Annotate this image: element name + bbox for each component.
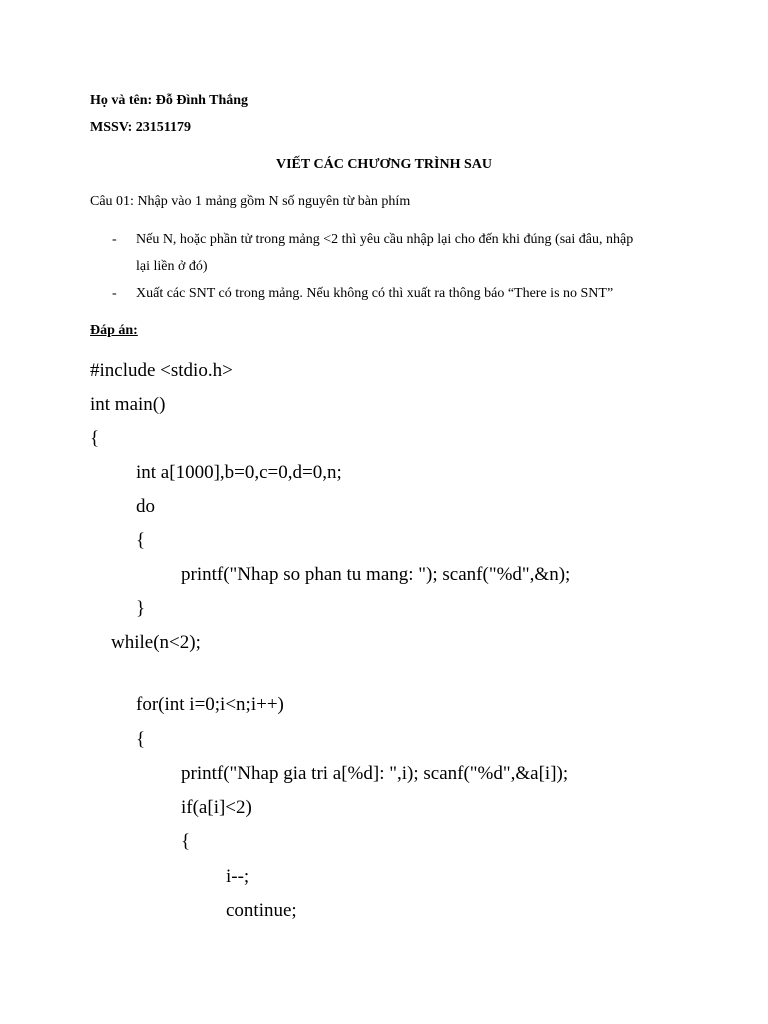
code-line: } <box>136 598 146 619</box>
bullet-2-line-1: Xuất các SNT có trong mảng. Nếu không có thì xuất ra thông báo “There is no SNT” <box>136 286 614 301</box>
code-line: int a[1000],b=0,c=0,d=0,n; <box>136 462 342 483</box>
code-line: do <box>136 496 155 517</box>
student-id: MSSV: 23151179 <box>90 120 192 135</box>
code-line: int main() <box>90 394 166 415</box>
bullet-2-dash: - <box>112 286 117 301</box>
answer-label: Đáp án: <box>90 323 138 338</box>
code-line: if(a[i]<2) <box>181 797 252 818</box>
code-line: printf("Nhap gia tri a[%d]: ",i); scanf("%d",&a[i]); <box>181 763 569 784</box>
bullet-1-line-1: Nếu N, hoặc phần tử trong mảng <2 thì yêu cầu nhập lại cho đến khi đúng (sai đâu, nhập <box>136 232 634 247</box>
student-name: Họ và tên: Đỗ Đình Thắng <box>90 93 249 108</box>
code-line: printf("Nhap so phan tu mang: "); scanf("%d",&n); <box>181 564 571 585</box>
code-line: { <box>136 729 146 750</box>
code-line: for(int i=0;i<n;i++) <box>136 694 284 715</box>
bullet-1-dash: - <box>112 232 117 247</box>
code-line: while(n<2); <box>111 632 201 653</box>
code-line: { <box>90 428 100 449</box>
bullet-1-line-2: lại liền ở đó) <box>136 259 208 274</box>
code-line: { <box>136 530 146 551</box>
code-line: i--; <box>226 866 250 887</box>
question-text: Câu 01: Nhập vào 1 mảng gồm N số nguyên từ bàn phím <box>90 194 411 209</box>
code-line: { <box>181 831 191 852</box>
code-line: continue; <box>226 900 297 921</box>
code-line: #include <stdio.h> <box>90 360 233 381</box>
document-title: VIẾT CÁC CHƯƠNG TRÌNH SAU <box>276 157 492 172</box>
